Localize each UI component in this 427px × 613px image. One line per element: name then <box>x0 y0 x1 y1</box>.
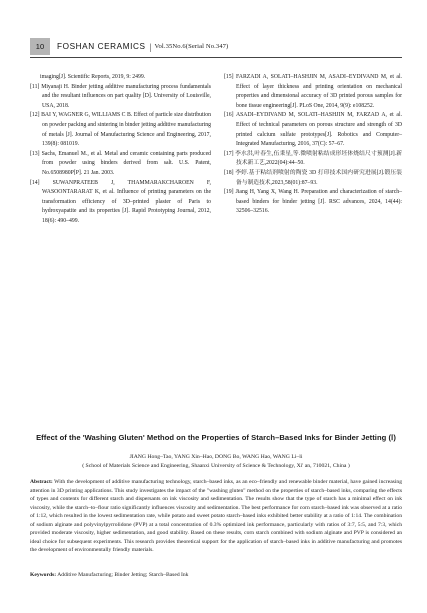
journal-name: FOSHAN CERAMICS <box>57 42 146 51</box>
reference-text: Sachs, Emanuel M., et al. Metal and ceramic containing parts produced from powder using binders derived from salt. U.S. Patent, No.6508980P[P]. 21 Jan. 2003. <box>41 150 211 176</box>
volume-info: Vol.35No.6(Serial No.347) <box>154 43 229 50</box>
paper-title: Effect of the 'Washing Gluten' Method on the Properties of Starch–Based Inks for Binder Jetting (Ⅰ) <box>36 433 396 442</box>
references-left-column <box>30 73 211 227</box>
reference-item <box>224 150 402 169</box>
reference-item <box>30 179 211 227</box>
keywords <box>30 571 402 580</box>
reference-text: ASADI–EYDIVAND M, SOLATI–HASHJIN M, FARZAD A, et al. Effect of technical parameters on porous structure and strength of 3D printed calcium sulfate prototypes[J]. Robotics and Computer–Integrated Manufacturing, 2016, 37(C): 57–67. <box>235 112 403 148</box>
keywords-text: Additive Manufacturing; Binder Jetting; Starch–Based Ink <box>56 572 189 578</box>
abstract-label: Abstract: <box>30 479 53 485</box>
references-right-column <box>224 73 402 217</box>
abstract-text: With the development of additive manufacturing technology, starch–based inks, as an eco–friendly and renewable binder material, have gained increasing attention in 3D printing applications. This study investigates the impact of the "washing gluten" method on the properties of starch–based inks, comparing the effects of types and contents for different starch and dispersants on ink viscosity and sedimentation. The results show that the type of starch has a minimal effect on ink viscosity, while the starch–to–flour ratio significantly influences viscosity and sedimentation. The best performance for corn starch–based ink was observed at a ratio of 1:12, which resulted in the lowest sedimentation rate, while potato and sweet potato starch–based inks exhibited better stability at a ratio of 1:14. The combination of sodium alginate and polyvinylpyrrolidone (PVP) at a total concentration of 0.3% optimized ink performance, particularly with ratios of 3:7, 5:5, and 7:3, which provided moderate viscosity, higher sedimentation, and good stability. Based on these results, corn starch combined with sodium alginate and PVP is considered an ideal choice for subsequent experiments. This research provides theoretical support for the application of starch–based inks in additive manufacturing and promotes the development of environmentally friendly materials. <box>30 479 402 554</box>
reference-text: SUWANPRATEEB J, THAMMARAKCHAROEN F, WASOONTARARAT K, et al. Influence of printing parameters on the transformation efficiency of 3D–printed plaster of Paris to hydroxyapatite and its properties [J]. Rapid Prototyping Journal, 2012, 18(6): 490–499. <box>42 179 211 224</box>
reference-text: Jiang H, Yang X, Wang H. Preparation and characterization of starch–based binders for binder jetting [J]. RSC advances, 2024, 14(44): 32506–32516. <box>235 189 402 215</box>
reference-text: 李水洪,叶春生,伍秉星,等.微喷射粘结成形坯体烧结尺寸预测[J].新技术新工艺,2022(04):44–50. <box>235 150 402 167</box>
reference-item <box>224 188 402 217</box>
author-affiliation: ( School of Materials Science and Engineering, Shaanxi University of Science & Technology, Xi' an, 710021, China ) <box>82 463 350 469</box>
reference-number: [18] <box>224 169 234 176</box>
abstract <box>30 478 402 555</box>
reference-text: FARZADI A, SOLATI–HASHJIN M, ASADI–EYDIVAND M, et al. Effect of layer thickness and printing orientation on mechanical properties and dimensional accuracy of 3D printed porous samples for bone tissue engineering[J]. PLoS One, 2014, 9(9): e108252. <box>236 74 402 109</box>
reference-number: [16] <box>224 112 234 119</box>
reference-text: Miyanaji H. Binder jetting additive manufacturing process fundamentals and the resultant influences on part quality [D]. University of Louisville, USA, 2018. <box>41 83 212 109</box>
reference-number: [19] <box>224 189 234 196</box>
keywords-label: Keywords: <box>30 572 57 578</box>
reference-item <box>30 83 211 112</box>
reference-text: imaging[J]. Scientific Reports, 2019, 9: 2499. <box>40 74 146 80</box>
reference-continuation <box>30 73 211 83</box>
reference-number: [17] <box>224 150 234 157</box>
reference-number: [12] <box>30 112 40 119</box>
reference-item <box>224 73 402 111</box>
reference-number: [14] <box>30 179 40 186</box>
reference-number: [13] <box>30 150 40 157</box>
reference-item <box>30 150 211 179</box>
reference-text: 李婷.基于粘结剂喷射的陶瓷 3D 打印技术国内研究进展[J].锻压装备与制造技术,2023,58(01):87–93. <box>235 169 403 186</box>
reference-number: [11] <box>30 83 40 90</box>
author-list: JIANG Hong–Tao, YANG Xin–Hao, DONG Bo, WANG Hao, WANG Li–li <box>129 454 303 460</box>
reference-item <box>224 169 402 188</box>
reference-item <box>224 111 402 149</box>
page-number: 10 <box>30 38 50 55</box>
reference-number: [15] <box>224 74 234 80</box>
reference-item <box>30 111 211 149</box>
header-rule <box>30 57 402 58</box>
header-separator: | <box>149 41 152 52</box>
reference-text: BAI Y, WAGNER G, WILLIAMS C B. Effect of particle size distribution on powder packing and sintering in binder jetting additive manufacturing of metals [J]. Journal of Manufacturing Science and Engineering, 2017, 139(8): 081019. <box>41 112 211 148</box>
running-header <box>30 38 402 55</box>
